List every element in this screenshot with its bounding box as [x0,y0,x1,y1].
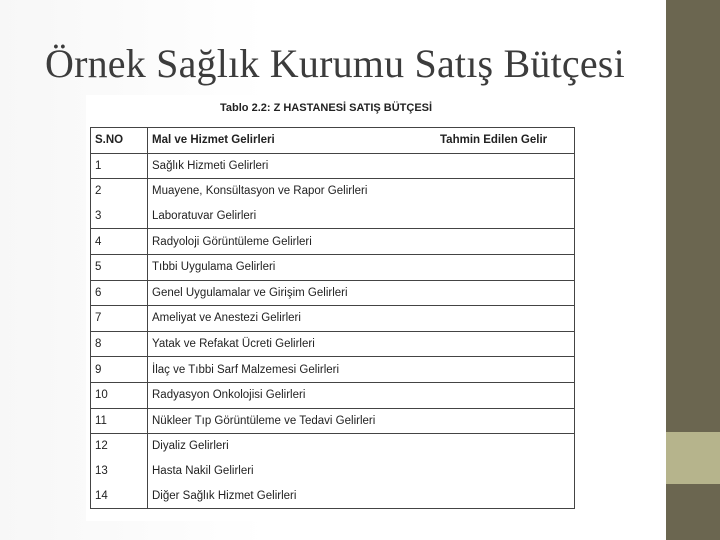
header-item: Mal ve Hizmet Gelirleri [148,128,437,154]
table-row [91,357,575,383]
row-item: Yatak ve Refakat Ücreti Gelirleri [148,331,437,357]
row-no: 10 [91,382,148,408]
row-estimate [436,459,575,484]
row-estimate [436,382,575,408]
row-no: 11 [91,408,148,434]
table-row [91,382,575,408]
row-item: Radyoloji Görüntüleme Gelirleri [148,229,437,255]
table-row [91,280,575,306]
row-estimate [436,254,575,280]
side-accent-block [666,432,720,484]
row-item: Radyasyon Onkolojisi Gelirleri [148,382,437,408]
table-row [91,179,575,204]
header-estimate: Tahmin Edilen Gelir [436,128,575,154]
row-no: 9 [91,357,148,383]
table-row [91,483,575,508]
row-no: 5 [91,254,148,280]
row-estimate [436,179,575,204]
table-row [91,153,575,179]
row-item: Sağlık Hizmeti Gelirleri [148,153,437,179]
header-no: S.NO [91,128,148,154]
table-row [91,331,575,357]
slide-title: Örnek Sağlık Kurumu Satış Bütçesi [45,41,625,86]
row-no: 12 [91,434,148,459]
row-item: Diyaliz Gelirleri [148,434,437,459]
table-row [91,254,575,280]
table-row [91,434,575,459]
table-row [91,459,575,484]
row-no: 1 [91,153,148,179]
row-item: Ameliyat ve Anestezi Gelirleri [148,306,437,332]
row-estimate [436,306,575,332]
row-no: 4 [91,229,148,255]
row-no: 2 [91,179,148,204]
row-item: Diğer Sağlık Hizmet Gelirleri [148,483,437,508]
table-caption: Tablo 2.2: Z HASTANESİ SATIŞ BÜTÇESİ [220,102,433,114]
row-no: 8 [91,331,148,357]
row-item: Nükleer Tıp Görüntüleme ve Tedavi Gelirleri [148,408,437,434]
row-no: 13 [91,459,148,484]
row-item: İlaç ve Tıbbi Sarf Malzemesi Gelirleri [148,357,437,383]
table-row [91,306,575,332]
row-item: Hasta Nakil Gelirleri [148,459,437,484]
row-estimate [436,280,575,306]
row-item: Laboratuvar Gelirleri [148,204,437,229]
table-header-row [91,128,575,154]
row-estimate [436,331,575,357]
row-estimate [436,434,575,459]
row-estimate [436,153,575,179]
row-no: 3 [91,204,148,229]
budget-table [90,127,575,509]
row-no: 14 [91,483,148,508]
row-no: 7 [91,306,148,332]
row-estimate [436,204,575,229]
row-estimate [436,357,575,383]
table-row [91,204,575,229]
row-estimate [436,483,575,508]
row-estimate [436,408,575,434]
row-item: Genel Uygulamalar ve Girişim Gelirleri [148,280,437,306]
table-row [91,229,575,255]
row-no: 6 [91,280,148,306]
table-row [91,408,575,434]
row-item: Muayene, Konsültasyon ve Rapor Gelirleri [148,179,437,204]
row-item: Tıbbi Uygulama Gelirleri [148,254,437,280]
row-estimate [436,229,575,255]
